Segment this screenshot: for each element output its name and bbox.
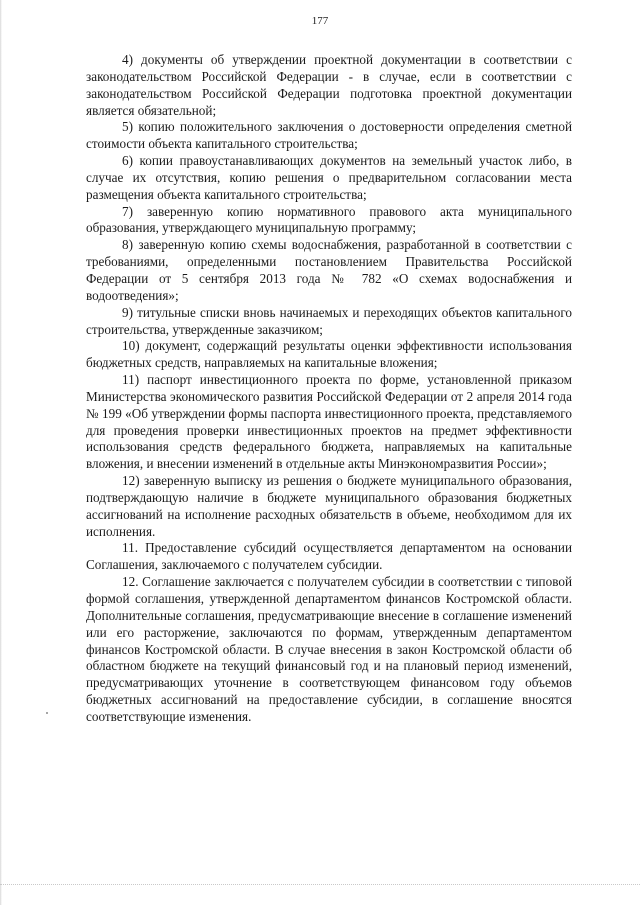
list-item-5: 5) копию положительного заключения о достоверности определения сметной стоимости объекта капитального строительства; (86, 119, 572, 152)
list-item-10: 10) документ, содержащий результаты оценки эффективности использования бюджетных средств, направляемых на капитальные вложения; (86, 338, 572, 371)
list-item-8: 8) заверенную копию схемы водоснабжения, разработанной в соответствии с требованиями, определенными постановлением Правительства Российской Федерации от 5 сентября 2013 года № 782 «О схемах водоснабжения и водоотведения»; (86, 237, 572, 303)
list-item-4: 4) документы об утверждении проектной документации в соответствии с законодательством Российской Федерации - в случае, если в соответствии с законодательством Российской Федерации подготовка проектной документации является обязательной; (86, 52, 572, 118)
clause-12: 12. Соглашение заключается с получателем субсидии в соответствии с типовой формой соглашения, утвержденной департаментом финансов Костромской области. Дополнительные соглашения, предусматривающие внесение в соглашение изменений или его расторжение, заключаются по формам, утвержденным департаментом финансов Костромской области. В случае внесения в закон Костромской области об областном бюджете на текущий финансовый год и на плановый период изменений, предусматривающих уточнение в соответствующем финансовом году объемов бюджетных ассигнований на предоставление субсидии, в соглашение вносятся соответствующие изменения. (86, 574, 572, 724)
list-item-9: 9) титульные списки вновь начинаемых и переходящих объектов капитального строительства, утвержденные заказчиком; (86, 304, 572, 337)
scan-edge (0, 0, 2, 905)
scan-speck (46, 712, 48, 714)
scan-edge (0, 884, 640, 886)
document-body (86, 52, 572, 726)
page-number: 177 (311, 15, 329, 27)
list-item-6: 6) копии правоустанавливающих документов на земельный участок либо, в случае их отсутствия, копию решения о предварительном согласовании места размещения объекта капитального строительства; (86, 153, 572, 202)
list-item-7: 7) заверенную копию нормативного правового акта муниципального образования, утверждающего муниципальную программу; (86, 203, 572, 236)
clause-11: 11. Предоставление субсидий осуществляется департаментом на основании Соглашения, заключаемого с получателем субсидии. (86, 540, 572, 573)
list-item-11: 11) паспорт инвестиционного проекта по форме, установленной приказом Министерства экономического развития Российской Федерации от 2 апреля 2014 года № 199 «Об утверждении формы паспорта инвестиционного проекта, представляемого для проведения проверки инвестиционных проектов на предмет эффективности использования средств федерального бюджета, направляемых на капитальные вложения, и внесении изменений в отдельные акты Минэкономразвития России»; (86, 372, 572, 472)
list-item-12: 12) заверенную выписку из решения о бюджете муниципального образования, подтверждающую наличие в бюджете муниципального образования бюджетных ассигнований на исполнение расходных обязательств в объеме, необходимом для их исполнения. (86, 473, 572, 539)
